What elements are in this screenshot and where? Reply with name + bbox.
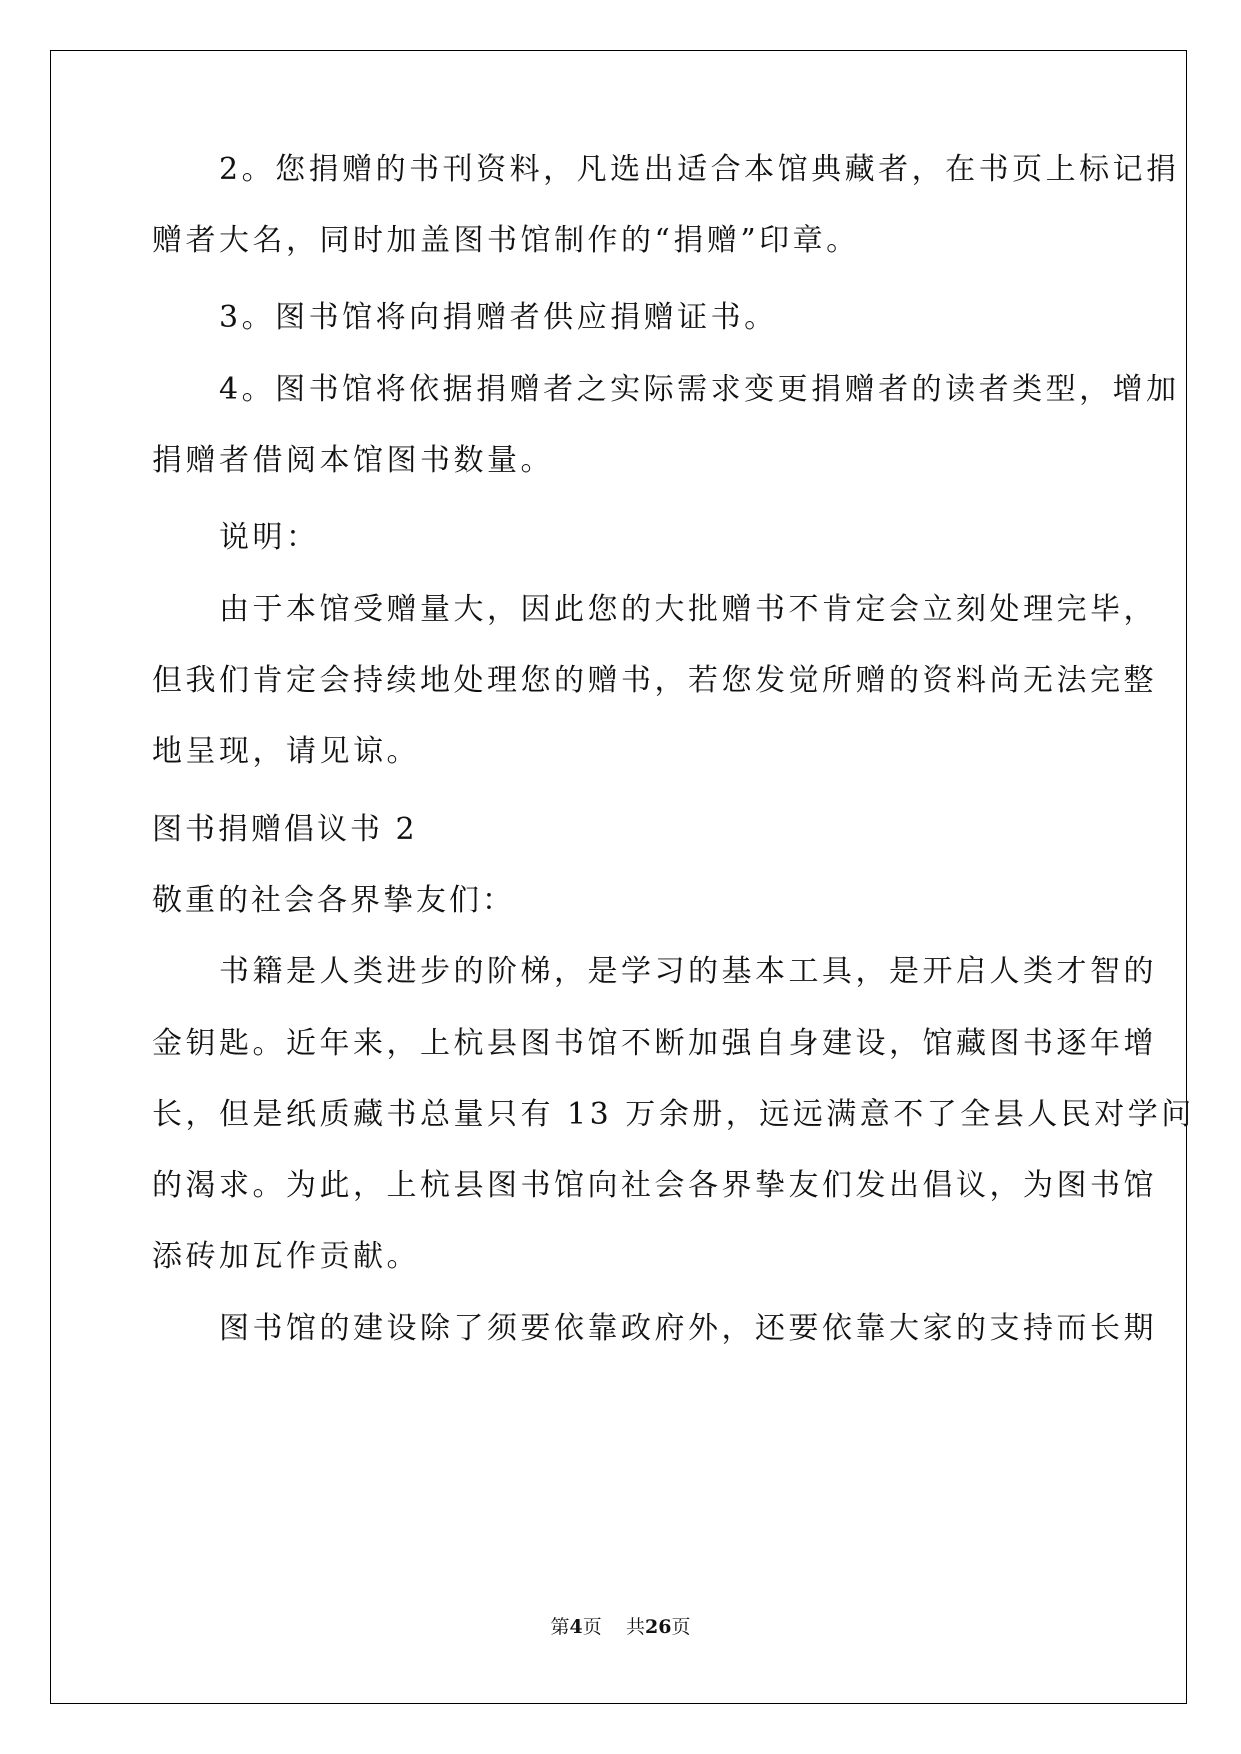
text-line: 金钥匙。近年来，上杭县图书馆不断加强自身建设，馆藏图书逐年增	[152, 1026, 1157, 1061]
text-line: 添砖加瓦作贡献。	[152, 1239, 420, 1274]
page-total: 26	[644, 1616, 672, 1638]
total-prefix: 共	[625, 1616, 645, 1638]
text-line: 地呈现，请见谅。	[152, 734, 420, 769]
total-suffix: 页	[671, 1616, 691, 1638]
text-line: 赠者大名，同时加盖图书馆制作的“捐赠”印章。	[152, 223, 860, 258]
page-suffix: 页	[582, 1616, 602, 1638]
text-line: 2。您捐赠的书刊资料，凡选出适合本馆典藏者，在书页上标记捐	[152, 152, 1180, 187]
salutation: 敬重的社会各界挚友们：	[152, 883, 515, 918]
text-line: 3。图书馆将向捐赠者供应捐赠证书。	[152, 300, 778, 335]
text-line: 4。图书馆将依据捐赠者之实际需求变更捐赠者的读者类型，增加	[152, 372, 1180, 407]
text-line: 的渴求。为此，上杭县图书馆向社会各界挚友们发出倡议，为图书馆	[152, 1168, 1157, 1203]
text-line: 说明：	[152, 520, 320, 555]
page-prefix: 第	[550, 1616, 570, 1638]
text-line: 捐赠者借阅本馆图书数量。	[152, 443, 554, 478]
section-heading: 图书捐赠倡议书 2	[152, 812, 418, 847]
page-footer	[0, 1612, 1241, 1639]
page-border	[50, 50, 1195, 1704]
text-line: 长，但是纸质藏书总量只有 13 万余册，远远满意不了全县人民对学问	[152, 1097, 1195, 1132]
text-line: 图书馆的建设除了须要依靠政府外，还要依靠大家的支持而长期	[152, 1311, 1157, 1346]
text-line: 书籍是人类进步的阶梯，是学习的基本工具，是开启人类才智的	[152, 954, 1157, 989]
text-line: 但我们肯定会持续地处理您的赠书，若您发觉所赠的资料尚无法完整	[152, 663, 1157, 698]
text-line: 由于本馆受赠量大，因此您的大批赠书不肯定会立刻处理完毕，	[152, 592, 1157, 627]
page-number: 4	[569, 1616, 583, 1638]
